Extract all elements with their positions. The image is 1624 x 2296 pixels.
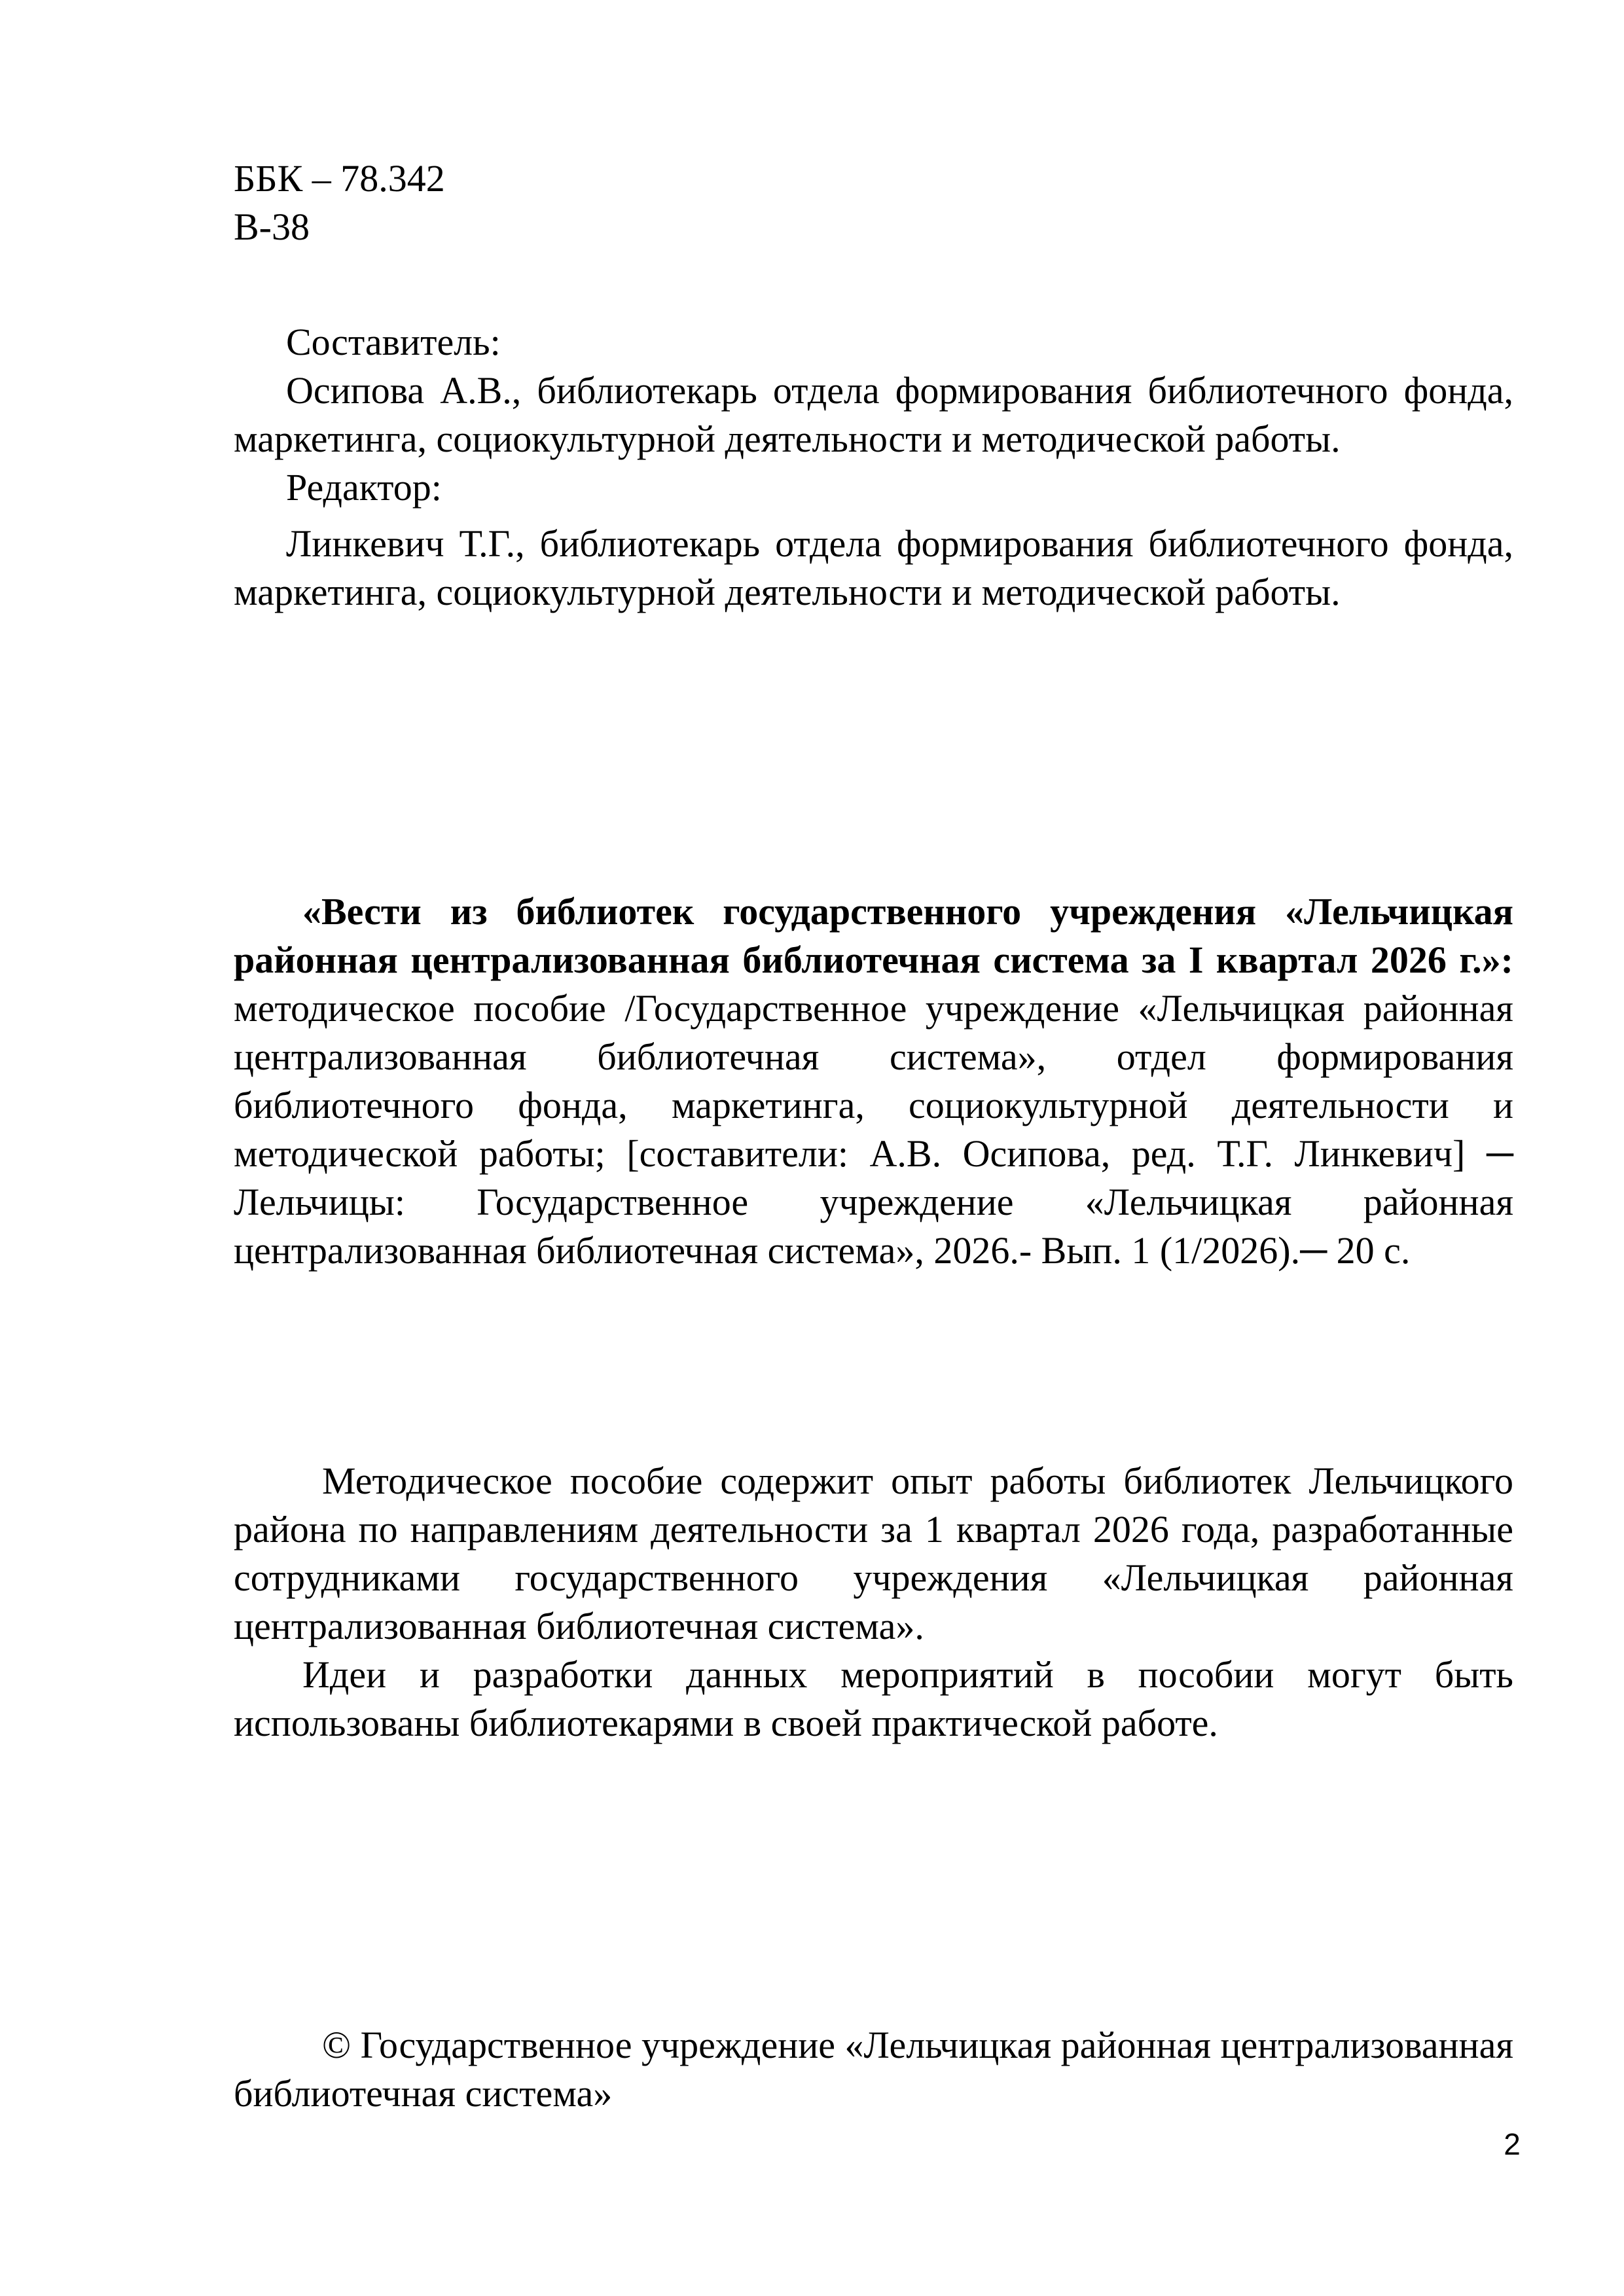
editor-label: Редактор: xyxy=(286,466,442,509)
classification-block xyxy=(234,154,1513,251)
annotation-paragraph-1: Методическое пособие содержит опыт работы библиотек Лельчицкого района по направлениям деятельности за 1 квартал 2026 года, разработанные сотрудниками государственного учреждения «Лельчицкая районная централизованная библиотечная система». xyxy=(234,1460,1513,1647)
compiler-label: Составитель: xyxy=(286,321,501,363)
bbk-code: ББК – 78.342 xyxy=(234,157,445,200)
compiler-text: Осипова А.В., библиотекарь отдела формирования библиотечного фонда, маркетинга, социокультурной деятельности и методической работы. xyxy=(234,369,1513,460)
page-number: 2 xyxy=(1504,2127,1521,2161)
credits-block xyxy=(234,318,1513,617)
author-mark: В-38 xyxy=(234,206,310,248)
copyright-notice: © Государственное учреждение «Лельчицкая районная централизованная библиотечная система» xyxy=(234,2024,1513,2115)
editor-text: Линкевич Т.Г., библиотекарь отдела формирования библиотечного фонда, маркетинга, социокультурной деятельности и методической работы. xyxy=(234,522,1513,613)
bibliographic-description xyxy=(234,888,1513,1275)
publication-details: методическое пособие /Государственное учреждение «Лельчицкая районная централизованная библиотечная система», отдел формирования библиотечного фонда, маркетинга, социокультурной деятельности и методической работы; [составители: А.В. Осипова, ред. Т.Г. Линкевич] ─ Лельчицы: Государственное учреждение «Лельчицкая районная централизованная библиотечная система», 2026.- Вып. 1 (1/2026).─ 20 с. xyxy=(234,987,1513,1272)
publication-title: «Вести из библиотек государственного учреждения «Лельчицкая районная централизованная библиотечная система за I квартал 2026 г.»: xyxy=(234,890,1513,981)
annotation-paragraph-2: Идеи и разработки данных мероприятий в пособии могут быть использованы библиотекарями в своей практической работе. xyxy=(234,1653,1513,1744)
annotation-block xyxy=(234,1457,1513,1748)
